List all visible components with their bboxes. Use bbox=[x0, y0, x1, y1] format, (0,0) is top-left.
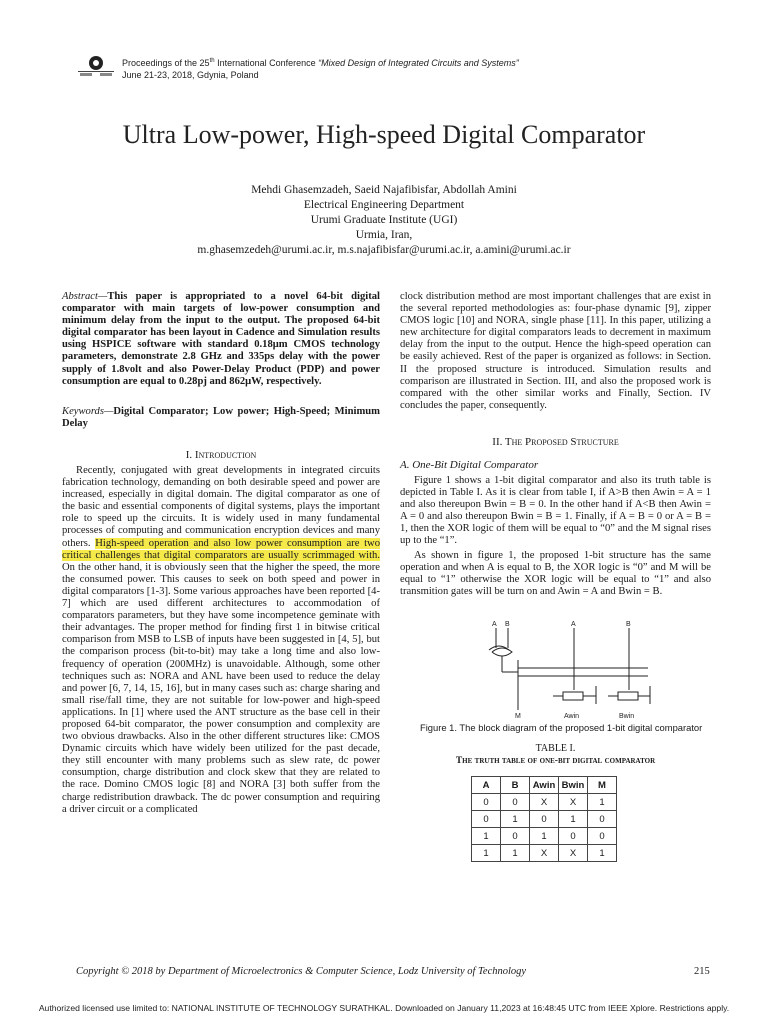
table-cell: 1 bbox=[588, 845, 617, 862]
subsection-heading: A. One-Bit Digital Comparator bbox=[400, 459, 539, 471]
table-row bbox=[472, 845, 617, 862]
table-cell: 1 bbox=[501, 811, 530, 828]
table-header-cell: M bbox=[588, 777, 617, 794]
table-cell: 1 bbox=[559, 811, 588, 828]
table-cell: 1 bbox=[530, 828, 559, 845]
label-b: B bbox=[505, 621, 510, 628]
table-cell: 1 bbox=[472, 845, 501, 862]
section-heading-proposed-structure: II. The Proposed Structure bbox=[492, 436, 619, 448]
table-cell: 0 bbox=[559, 828, 588, 845]
table-cell: 0 bbox=[530, 811, 559, 828]
table-row bbox=[472, 794, 617, 811]
city: Urmia, Iran, bbox=[355, 229, 413, 241]
keywords: Keywords—Digital Comparator; Low power; High-Speed; Minimum Delay bbox=[62, 406, 380, 430]
table-header-cell: Bwin bbox=[559, 777, 588, 794]
table-header-cell: Awin bbox=[530, 777, 559, 794]
body-paragraph: Figure 1 shows a 1-bit digital comparator and also its truth table is depicted in Table I. As it is clear from table I, if A>B then Awin = A = 1 and also thereupon Bwin = B = 0. In the other hand if A<B then Awin = A = 0 and also thereupon Bwin = B = 1. Finally, if A = B = 0 or A = B = 1, then the XOR logic of them will be equal to “0” and the M signal rises up to the “1”. bbox=[400, 475, 711, 547]
label-a: A bbox=[571, 621, 576, 628]
truth-table bbox=[471, 776, 617, 862]
table-cell: 0 bbox=[472, 811, 501, 828]
intro-continuation: clock distribution method are most important challenges that are exist in the several reported methodologies as: four-phase dynamic [9], zipper CMOS logic [10] and NORA, single phase [11]. In this paper, utilizing a new architecture for digital comparators leads to decrement in maximum delay from the input to the output. Hence the high-speed operation can be easily achieved. Rest of the paper is organized as follows: in Section. II the proposed structure is introduced. Simulation results and comparison are illustrated in Section. III, and also the proposed work is compared with the other similar works and Finally, Section. IV concludes the paper, consequently. bbox=[400, 291, 711, 411]
table-header-cell: A bbox=[472, 777, 501, 794]
author-names: Mehdi Ghasemzadeh, Saeid Najafibisfar, Abdollah Amini bbox=[251, 184, 517, 196]
table-cell: 0 bbox=[501, 794, 530, 811]
table-caption-title: The truth table of one-bit digital comparator bbox=[455, 756, 656, 766]
table-cell: 0 bbox=[588, 828, 617, 845]
emails: m.ghasemzedeh@urumi.ac.ir, m.s.najafibisfar@urumi.ac.ir, a.amini@urumi.ac.ir bbox=[197, 244, 571, 256]
table-cell: X bbox=[559, 845, 588, 862]
table-cell: 1 bbox=[588, 794, 617, 811]
conference-header: Proceedings of the 25th International Conference “Mixed Design of Integrated Circuits and Systems” June 21-23, 2018, Gdynia, Poland bbox=[122, 58, 519, 80]
label-b: B bbox=[626, 621, 631, 628]
figure-caption: Figure 1. The block diagram of the proposed 1-bit digital comparator bbox=[420, 722, 703, 733]
table-cell: X bbox=[530, 845, 559, 862]
table-cell: X bbox=[530, 794, 559, 811]
table-cell: 1 bbox=[472, 828, 501, 845]
author-block bbox=[0, 183, 768, 258]
table-header-row bbox=[472, 777, 617, 794]
figure-block-diagram bbox=[478, 620, 698, 720]
label-bwin: Bwin bbox=[619, 713, 635, 720]
highlighted-text[interactable]: High-speed operation and also low power consumption are two critical challenges that digital comparators are usually scrimmaged with. bbox=[62, 537, 381, 561]
table-cell: 0 bbox=[588, 811, 617, 828]
section-heading-introduction: I. Introduction bbox=[185, 449, 257, 461]
conference-logo bbox=[76, 54, 116, 78]
table-header-cell: B bbox=[501, 777, 530, 794]
page-number: 215 bbox=[694, 966, 710, 977]
copyright-notice: Copyright © 2018 by Department of Microelectronics & Computer Science, Lodz University of Technology bbox=[76, 966, 527, 977]
table-row bbox=[472, 811, 617, 828]
label-m: M bbox=[515, 713, 521, 720]
introduction-paragraph: Recently, conjugated with great developments in integrated circuits fabrication technology, demanding on both desirable speed and power are increased, especially in digital domain. The digital comparator as one of the basic and essential components of digital systems, plays the important role to speed up the circuits. It is widely used in many fundamental processes of computing and communication encryption devices and many others. High-speed operation and also low power consumption are two critical challenges that digital comparators are usually scrimmaged with. On the other hand, it is obviously seen that the higher the speed, the more the consumed power. This causes to seek on both speed and power in digital comparators [1-3]. Some various approaches have been reported [4-7] which are used different architectures to accommodation of comparators parameters, but they have some incompetence geminate with their advantages. The proper method for finding first 1 in bitwise critical comparison from MSB to LSB of inputs have been suggested in [4, 5], but the comparison process (bit-to-bit) may take a long time and also low-frequency of operation (200MHz) is unavoidable. Although, some other techniques such as: NORA and ANL have been used to reduce the delay and power [6, 7, 14, 15, 16], but in many cases such as: charge sharing and small rise/fall time, they are not suitable for low-power and high-speed applications. In [1] where used the ANT structure as the base cell in their proposed 64-bit comparator, the power consumption and complexity are two obvious drawbacks. Also in the other different structures like: CMOS Dynamic circuits which have widely been utilized for the past decade, they still encounter with many problems such as slew rate, dc power consumption, charge distribution and clock skew that they are related to the race. Domino CMOS logic [8] and NORA [3] both suffer from the charge redistribution drawback. The dc power consumption and requiring a driver circuit or a complicated bbox=[62, 465, 381, 815]
table-cell: X bbox=[559, 794, 588, 811]
institution: Urumi Graduate Institute (UGI) bbox=[310, 214, 458, 226]
department: Electrical Engineering Department bbox=[303, 199, 465, 211]
table-cell: 0 bbox=[472, 794, 501, 811]
license-notice: Authorized licensed use limited to: NATIONAL INSTITUTE OF TECHNOLOGY SURATHKAL. Downloaded on January 11,2023 at 16:48:45 UTC from IEEE Xplore. Restrictions apply. bbox=[38, 1003, 730, 1013]
label-awin: Awin bbox=[564, 713, 580, 720]
table-caption-number: TABLE I. bbox=[535, 743, 576, 754]
label-a: A bbox=[492, 621, 497, 628]
table-row bbox=[472, 828, 617, 845]
table-cell: 1 bbox=[501, 845, 530, 862]
body-paragraph: As shown in figure 1, the proposed 1-bit structure has the same operation and when A is equal to B, the XOR logic is “0” and M will be equal to “1” otherwise the XOR logic will be equal to “1” and also transmition gates will be turn on and Awin = A and Bwin = B. bbox=[400, 550, 711, 598]
paper-title: Ultra Low-power, High-speed Digital Comparator bbox=[122, 120, 646, 149]
abstract: Abstract—This paper is appropriated to a novel 64-bit digital comparator with main targets of low-power consumption and minimum delay from the input to the output. The proposed 64-bit digital comparator has been layout in Cadence and Simulation results using HSPICE software with standard 0.18μm CMOS technology parameters, demonstrate 2.8 GHz and 335ps delay with the power supply of 1.8volt and also Power-Delay Product (PDP) and power consumption are equal to 0.28pj and 862μW, respectively. bbox=[62, 291, 380, 387]
table-cell: 0 bbox=[501, 828, 530, 845]
